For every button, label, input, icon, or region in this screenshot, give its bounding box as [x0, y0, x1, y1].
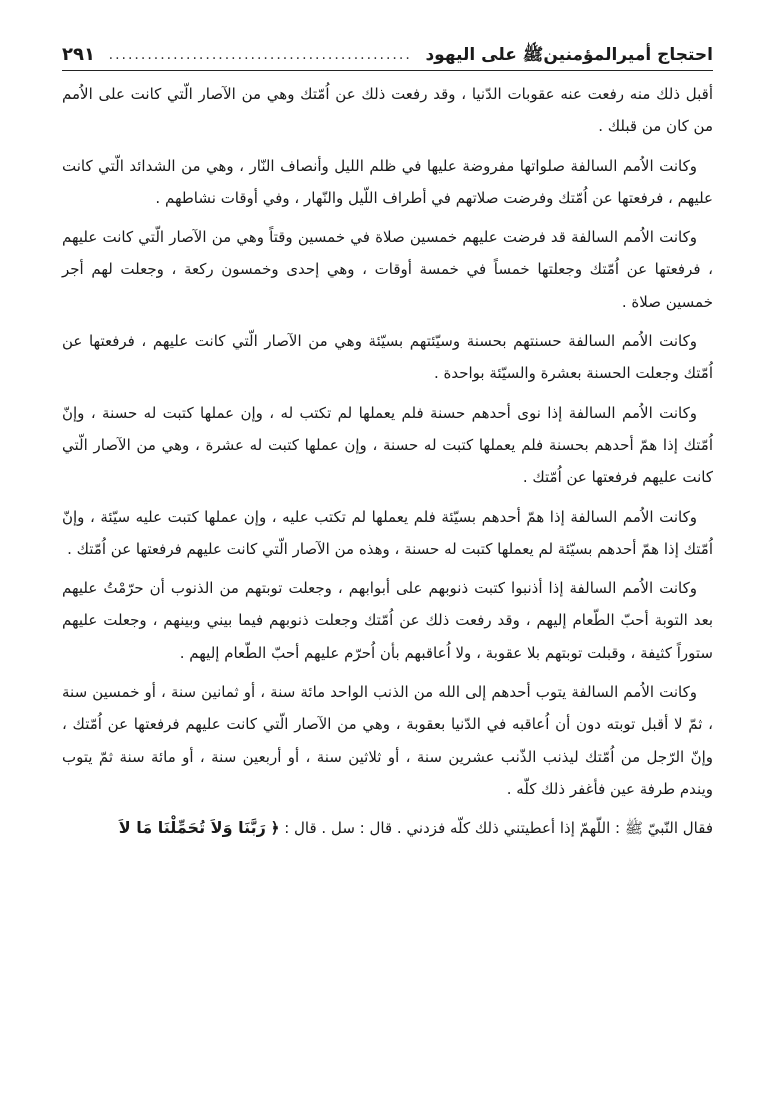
paragraph: أقبل ذلك منه رفعت عنه عقوبات الدّنيا ، وقد رفعت ذلك عن اُمّتك وهي من الآصار الّتي كانت على الاُمم من كان من قبلك .: [62, 85, 713, 136]
running-header: [62, 36, 713, 68]
paragraph: وكانت الاُمم السالفة إذا نوى أحدهم حسنة فلم يعملها لم تكتب له ، وإن عملها كتبت له حسنة ، وإنّ اُمّتك إذا همّ أحدهم بحسنة فلم يعملها كتبت له حسنة ، وإن عملها كتبت له عشرة ، وهي من الآصار الّتي كانت عليهم فرفعتها عن اُمّتك .: [62, 403, 713, 487]
final-line-text: فقال النّبيّ ﷺ : اللّهمّ إذا أعطيتني ذلك كلّه فزدني . قال : سل . قال :: [284, 819, 713, 838]
paragraph: وكانت الاُمم السالفة إذا أذنبوا كتبت ذنوبهم على أبوابهم ، وجعلت توبتهم من الذنوب أن حرّمْتُ عليهم بعد التوبة أحبّ الطّعام إليهم ، وقد رفعت ذلك عن اُمّتك وجعلت ذنوبهم فيما بيني وبينهم ، وجعلت عليهم ستوراً كثيفة ، وقبلت توبتهم بلا عقوبة ، ولا اُعاقبهم بأن اُحرّم عليهم أحبّ الطّعام إليهم .: [62, 579, 713, 662]
paragraph: وكانت الاُمم السالفة حسنتهم بحسنة وسيّئتهم بسيّئة وهي من الآصار الّتي كانت عليهم ، فرفعتها عن اُمّتك وجعلت الحسنة بعشرة والسيّئة بواحدة .: [62, 332, 713, 383]
quran-verse: رَبَّنَا وَلاَ تُحَمِّلْنَا مَا لاَ: [118, 818, 266, 838]
final-line: [62, 812, 713, 844]
page-number: ٢٩١: [62, 44, 95, 65]
quran-bracket-open: ﴿: [270, 819, 280, 838]
paragraph: وكانت الاُمم السالفة إذا همّ أحدهم بسيّئة فلم يعملها لم تكتب عليه ، وإن عملها كتبت عليه سيّئة ، وإنّ اُمّتك إذا همّ أحدهم بسيّئة لم يعملها كتبت له حسنة ، وهذه من الآصار الّتي كانت عليهم فرفعتها عن اُمّتك .: [62, 507, 713, 558]
dot-leader: ...............................................: [108, 47, 412, 63]
running-title: احتجاج أميرالمؤمنينﷺ على اليهود: [425, 45, 713, 65]
paragraph: وكانت الاُمم السالفة صلواتها مفروضة عليها في ظلم الليل وأنصاف النّار ، وهي من الشدائد الّتي كانت عليهم ، فرفعتها عن اُمّتك وفرضت صلاتهم في أطراف اللّيل والنّهار ، وفي أوقات نشاطهم .: [62, 156, 713, 207]
paragraph: وكانت الاُمم السالفة قد فرضت عليهم خمسين صلاة في خمسين وقتاً وهي من الآصار الّتي كانت عليهم ، فرفعتها عن اُمّتك وجعلتها خمساً في خمسة أوقات ، وهي إحدى وخمسون ركعة ، وجعلت لهم أجر خمسين صلاة .: [62, 228, 713, 311]
body-text: [62, 78, 713, 852]
header-rule: [62, 70, 713, 71]
paragraph: وكانت الاُمم السالفة يتوب أحدهم إلى الله من الذنب الواحد مائة سنة ، أو ثمانين سنة ، أو خمسين سنة ، ثمّ لا أقبل توبته دون أن اُعاقبه في الدّنيا بعقوبة ، وهي من الآصار الّتي كانت عليهم فرفعتها عن اُمّتك ، وإنّ الرّجل من اُمّتك ليذنب الذّنب عشرين سنة ، أو ثلاثين سنة ، أو أربعين سنة ، أو مائة سنة ثمّ يتوب ويندم طرفة عين فأغفر ذلك كلّه .: [62, 683, 713, 798]
